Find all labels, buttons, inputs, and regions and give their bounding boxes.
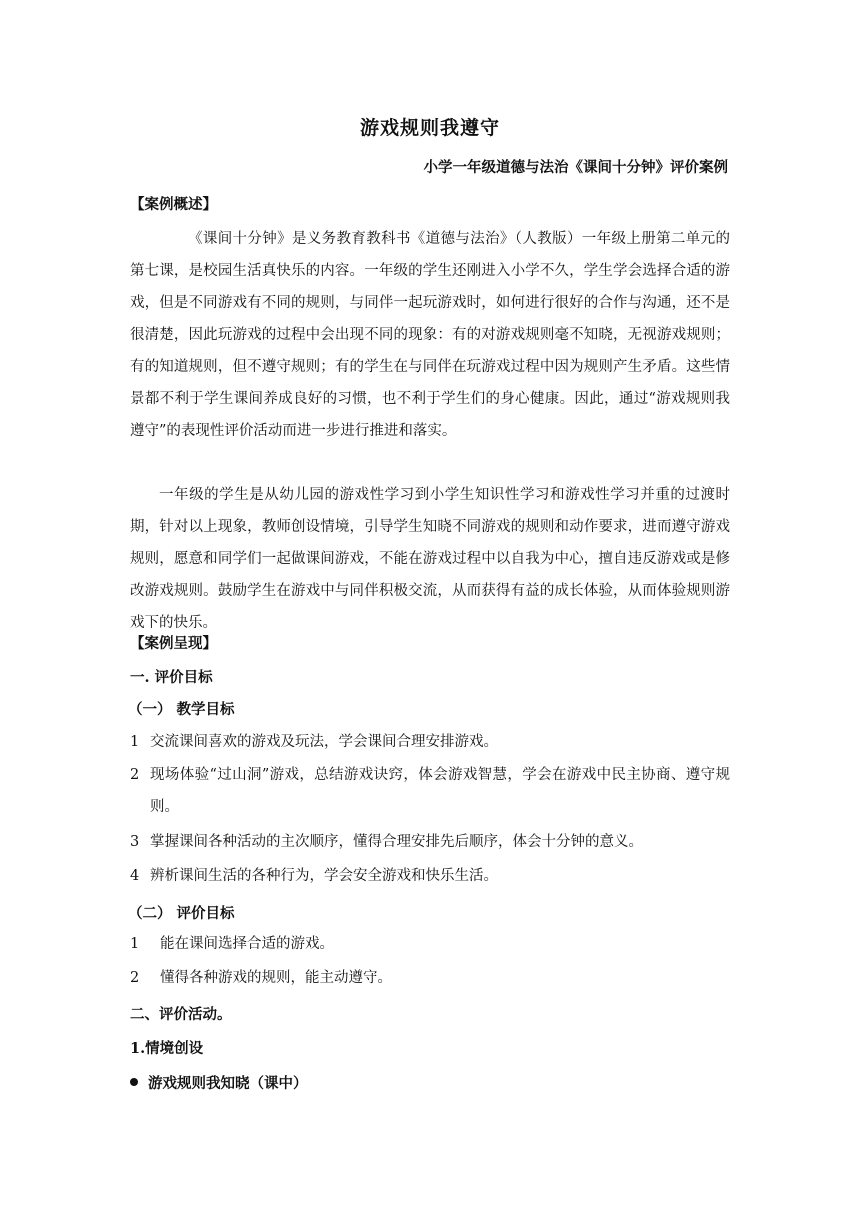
teaching-goal-1 xyxy=(130,726,730,758)
eval-goal-2 xyxy=(130,962,730,994)
subheading-teaching-goals: （一） 教学目标 xyxy=(128,701,235,718)
list-text: 交流课间喜欢的游戏及玩法，学会课间合理安排游戏。 xyxy=(150,734,498,750)
section-heading-overview: 【案例概述】 xyxy=(130,196,217,213)
heading-scene-creation: 1.情境创设 xyxy=(130,1040,204,1057)
list-text: 掌握课间各种活动的主次顺序，懂得合理安排先后顺序，体会十分钟的意义。 xyxy=(150,834,643,850)
teaching-goal-4 xyxy=(130,860,730,892)
teaching-goal-2 xyxy=(130,759,730,823)
list-number: 4 xyxy=(130,868,140,884)
list-number: 1 xyxy=(130,734,140,750)
document-title: 游戏规则我遵守 xyxy=(359,117,500,139)
document-subtitle: 小学一年级道德与法治《课间十分钟》评价案例 xyxy=(423,159,728,176)
list-text: 辨析课间生活的各种行为，学会安全游戏和快乐生活。 xyxy=(150,868,498,884)
list-text: 现场体验“过山洞”游戏，总结游戏诀窍，体会游戏智慧，学会在游戏中民主协商、遵守规则。 xyxy=(150,767,730,815)
teaching-goal-3 xyxy=(130,826,730,858)
list-text: 懂得各种游戏的规则，能主动遵守。 xyxy=(160,970,392,986)
list-number: 2 xyxy=(130,970,140,986)
list-number: 1 xyxy=(130,936,140,952)
heading-evaluation-activity: 二、评价活动。 xyxy=(130,1006,232,1023)
heading-evaluation-goals: 一. 评价目标 xyxy=(130,669,213,686)
section-heading-present: 【案例呈现】 xyxy=(130,635,217,652)
bullet-item xyxy=(130,1072,308,1093)
overview-paragraph-2: 一年级的学生是从幼儿园的游戏性学习到小学生知识性学习和游戏性学习并重的过渡时期，针对以上现象，教师创设情境，引导学生知晓不同游戏的规则和动作要求，进而遵守游戏规则，愿意和同学们一起做课间游戏，不能在游戏过程中以自我为中心，擅自违反游戏或是修改游戏规则。鼓励学生在游戏中与同伴积极交流，从而获得有益的成长体验，从而体验规则游戏下的快乐。 xyxy=(130,487,730,631)
eval-goal-1 xyxy=(130,928,730,960)
bullet-dot-icon xyxy=(130,1078,138,1086)
overview-paragraph-1: 《课间十分钟》是义务教育教科书《道德与法治》（人教版）一年级上册第二单元的第七课，是校园生活真快乐的内容。一年级的学生还刚进入小学不久，学生学会选择合适的游戏，但是不同游戏有不同的规则，与同伴一起玩游戏时，如何进行很好的合作与沟通，还不是很清楚，因此玩游戏的过程中会出现不同的现象：有的对游戏规则毫不知晓，无视游戏规则；有的知道规则，但不遵守规则；有的学生在与同伴在玩游戏过程中因为规则产生矛盾。这些情景都不利于学生课间养成良好的习惯，也不利于学生们的身心健康。因此，通过“游戏规则我遵守”的表现性评价活动而进一步进行推进和落实。 xyxy=(130,231,730,439)
bullet-text: 游戏规则我知晓（课中） xyxy=(148,1075,308,1092)
list-number: 2 xyxy=(130,767,140,783)
list-number: 3 xyxy=(130,834,140,850)
subheading-evaluation-goals: （二） 评价目标 xyxy=(128,905,235,922)
list-text: 能在课间选择合适的游戏。 xyxy=(160,936,334,952)
